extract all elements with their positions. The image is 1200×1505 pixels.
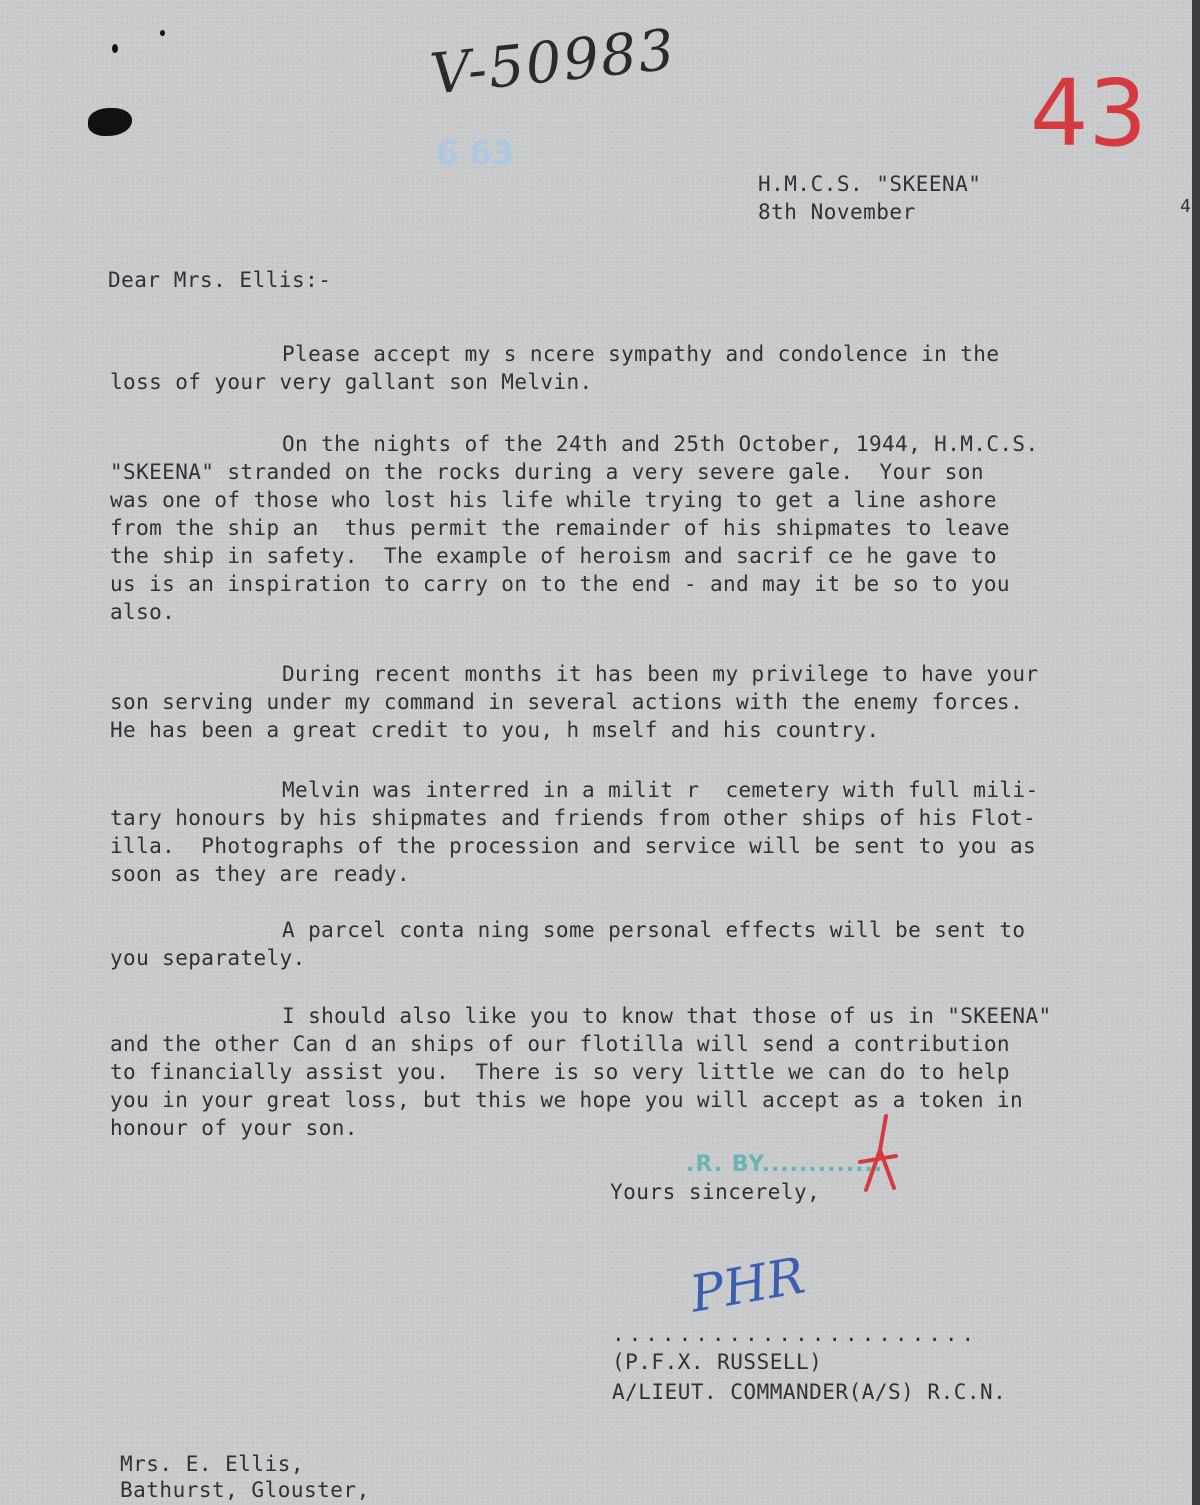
margin-mark: [160, 30, 165, 36]
text-line: soon as they are ready.: [110, 862, 410, 886]
paragraph-4: [110, 776, 1039, 888]
text-line: He has been a great credit to you, h mself and his country.: [110, 718, 880, 742]
paragraph-3: [110, 660, 1039, 744]
text-line: the ship in safety. The example of heroism and sacrif ce he gave to: [110, 544, 997, 568]
text-line: "SKEENA" stranded on the rocks during a very severe gale. Your son: [110, 460, 984, 484]
text-line: you in your great loss, but this we hope you will accept as a token in: [110, 1088, 1024, 1112]
signatory-rank: A/LIEUT. COMMANDER(A/S) R.C.N.: [612, 1380, 1007, 1404]
text-line: also.: [110, 600, 176, 624]
text-line: you separately.: [110, 946, 306, 970]
address-line-1: Mrs. E. Ellis,: [120, 1452, 305, 1476]
scan-edge: [1192, 0, 1200, 1505]
file-number: V-50983: [427, 17, 680, 108]
edge-mark: 4: [1180, 196, 1192, 217]
signatory-name: (P.F.X. RUSSELL): [612, 1350, 823, 1374]
paragraph-6: [110, 1002, 1052, 1142]
text-line: Please accept my s ncere sympathy and condolence in the: [282, 342, 1000, 366]
ship-name: H.M.C.S. "SKEENA": [758, 172, 982, 196]
address-line-2: Bathurst, Glouster,: [120, 1478, 370, 1502]
text-line: loss of your very gallant son Melvin.: [110, 370, 593, 394]
text-line: us is an inspiration to carry on to the end - and may it be so to you: [110, 572, 1010, 596]
text-line: and the other Can d an ships of our flotilla will send a contribution: [110, 1032, 1010, 1056]
text-line: from the ship an thus permit the remainder of his shipmates to leave: [110, 516, 1010, 540]
text-line: son serving under my command in several actions with the enemy forces.: [110, 690, 1024, 714]
handwritten-initials: PHR: [685, 1246, 810, 1324]
closing: Yours sincerely,: [610, 1180, 821, 1204]
text-line: illa. Photographs of the procession and service will be sent to you as: [110, 834, 1037, 858]
salutation: Dear Mrs. Ellis:-: [108, 268, 332, 292]
red-pencil-mark: [846, 1110, 906, 1200]
text-line: was one of those who lost his life while trying to get a line ashore: [110, 488, 997, 512]
text-line: honour of your son.: [110, 1116, 358, 1140]
ink-blot: [88, 108, 132, 136]
faint-blue-stamp: 6 63: [436, 134, 514, 172]
text-line: to financially assist you. There is so very little we can do to help: [110, 1060, 1010, 1084]
text-line: Melvin was interred in a milit r cemetery with full mili-: [282, 778, 1039, 802]
text-line: During recent months it has been my privilege to have your: [282, 662, 1039, 686]
received-stamp: .R. BY.............: [686, 1152, 884, 1177]
text-line: On the nights of the 24th and 25th October, 1944, H.M.C.S.: [282, 432, 1039, 456]
paragraph-5: [110, 916, 1025, 972]
text-line: I should also like you to know that those of us in "SKEENA": [282, 1004, 1052, 1028]
folio-number: 43: [1030, 60, 1148, 167]
letter-date: 8th November: [758, 200, 916, 224]
signature-dots: ......................: [612, 1322, 979, 1346]
paragraph-1: [110, 340, 999, 396]
text-line: tary honours by his shipmates and friends from other ships of his Flot-: [110, 806, 1037, 830]
margin-mark: [112, 44, 118, 53]
paragraph-2: [110, 430, 1039, 626]
text-line: A parcel conta ning some personal effects will be sent to: [282, 918, 1026, 942]
